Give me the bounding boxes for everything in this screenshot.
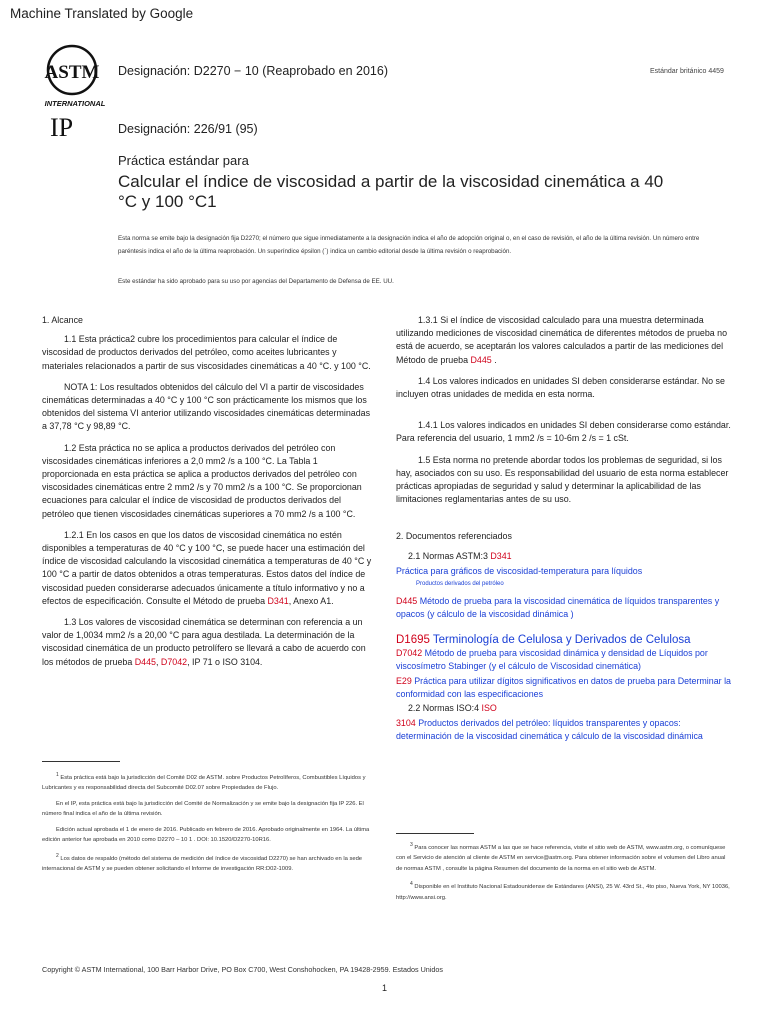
footnote-3 <box>396 840 732 874</box>
section-1-heading: 1. Alcance <box>42 315 83 325</box>
ref-d445-title: Método de prueba para la viscosidad cinemática de líquidos transparentes y opacos (y cálculo de la viscosidad dinámica ) <box>396 596 720 620</box>
iso-standards-text: 2.2 Normas ISO:4 <box>408 702 480 713</box>
practice-label: Práctica estándar para <box>118 153 249 168</box>
ref-e29-code[interactable]: E29 <box>396 676 412 687</box>
british-standard-label: Estándar británico 4459 <box>650 68 724 75</box>
designation-astm: Designación: D2270 − 10 (Reaprobado en 2016) <box>118 64 388 78</box>
paragraph-1-2-1 <box>42 529 372 608</box>
ref-iso3104-title: Productos derivados del petróleo: líquidos transparentes y opacos: determinación de la viscosidad cinemática y cálculo de la viscosidad dinámica <box>396 717 703 742</box>
footnote-2-text: Los datos de respaldo (método del sistema de medición del índice de viscosidad D2270) se han archivado en la sede internacional de ASTM y se pueden obtener solicitando el Informe de investigación RR:D02-1009. <box>42 855 363 873</box>
astm-standards-label <box>396 550 734 563</box>
page-number: 1 <box>382 983 388 993</box>
paragraph-1-3-1 <box>396 314 734 367</box>
link-d445-b[interactable]: D445 <box>470 354 492 365</box>
right-column <box>396 314 734 743</box>
ref-d1695-code[interactable]: D1695 <box>396 633 430 646</box>
footnote-ip: En el IP, esta práctica está bajo la jurisdicción del Comité de Normalización y se emite bajo la designación fija IP 226. El número final indica el año de la última revisión. <box>42 800 364 818</box>
astm-standards-text: 2.1 Normas ASTM:3 <box>408 550 488 561</box>
paragraph-1-3-1-tail: . <box>491 354 497 365</box>
ref-e29-title: Práctica para utilizar dígitos significativos en datos de prueba para Determinar la conformidad con las especificaciones <box>396 676 731 700</box>
paragraph-1-4: 1.4 Los valores indicados en unidades SI deben considerarse estándar. No se incluyen otras unidades de medida en esta norma. <box>396 375 725 400</box>
ip-logo <box>48 112 88 142</box>
footnote-1-marker: 1 <box>56 772 59 778</box>
paragraph-1-3-sep: , <box>155 656 161 667</box>
machine-translated-banner: Machine Translated by Google <box>10 6 194 21</box>
ref-iso3104[interactable] <box>396 717 734 743</box>
paragraph-1-3 <box>42 616 372 669</box>
paragraph-1-4-1: 1.4.1 Los valores indicados en unidades SI deben considerarse como estándar. Para referencia del usuario, 1 mm2 /s = 10-6m 2 /s = 1 cSt. <box>396 420 731 444</box>
document-title: Calcular el índice de viscosidad a partir de la viscosidad cinemática a 40 °C y 100 °C1 <box>118 172 664 211</box>
footnote-2 <box>42 851 370 875</box>
footnote-4 <box>396 879 732 903</box>
left-footnotes <box>42 770 370 880</box>
footnote-3-marker: 3 <box>410 842 413 848</box>
ref-d445-code[interactable]: D445 <box>396 596 418 607</box>
astm-logo-text: ASTM <box>44 62 100 83</box>
ref-d341-title[interactable]: Práctica para gráficos de viscosidad-temperatura para líquidos <box>396 565 643 576</box>
footnote-3-text: Para conocer las normas ASTM a las que se hace referencia, visite el sitio web de ASTM, www.astm.org, o comuníquese con el Servicio de atención al cliente de ASTM en service@astm.org. Para obtener información sobre el volumen del Libro anual de normas ASTM , consulte la página Resumen del documento de la norma en el sitio web de ASTM. <box>396 844 726 872</box>
right-footnotes <box>396 840 732 908</box>
footnote-1 <box>42 770 370 794</box>
designation-note: Esta norma se emite bajo la designación fija D2270; el número que sigue inmediatamente a la designación indica el año de adopción original o, en el caso de revisión, el año de la última revisión. Un número entre paréntesis indica el año de la última reaprobación. Un superíndice épsilon (´) indica un cambio editorial desde la última revisión o reaprobación. <box>118 235 700 255</box>
astm-logo-caption: INTERNATIONAL <box>44 99 106 108</box>
note-1: NOTA 1: Los resultados obtenidos del cálculo del VI a partir de viscosidades cinemáticas determinadas a 40 °C y 100 °C son prácticamente los mismos que los obtenidos del sistema VI anterior utilizando viscosidades cinemáticas determinadas a 37,78 °C y 98,89 °C. <box>42 381 371 432</box>
paragraph-1-1: 1.1 Esta práctica2 cubre los procedimientos para calcular el índice de viscosidad de productos derivados del petróleo, como aceites lubricantes y materiales relacionados a partir de sus viscosidades cinemáticas a 40 °C. y 100 °C. <box>42 334 371 371</box>
paragraph-1-2: 1.2 Esta práctica no se aplica a productos derivados del petróleo con viscosidades cinemáticas inferiores a 2,0 mm2 /s a 100 °C. La Tabla 1 proporcionada en esta práctica se aplica a productos derivados del petróleo con viscosidades cinemáticas entre 2 mm2 /s y 70 mm2 /s a 100 °C. Se proporcionan ecuaciones para calcular el índice de viscosidad de productos derivados del petróleo que tienen viscosidades cinemáticas superiores a 70 mm2 /s a 100 °C. <box>42 442 362 519</box>
paragraph-1-2-1-text: 1.2.1 En los casos en que los datos de viscosidad cinemática no estén disponibles a temperaturas de 40 °C y 100 °C, se puede hacer una estimación del índice de viscosidad calculando la viscosidad cinemática a temperaturas de 40 °C y 100 °C a partir de datos obtenidos a otras temperaturas. Estos datos del índice de viscosidad pueden considerarse adecuados únicamente a título informativo y no a efectos de especificación. Consulte el Método de prueba <box>42 529 372 606</box>
ref-d7042[interactable] <box>396 647 734 673</box>
ref-d1695[interactable] <box>396 634 734 647</box>
iso-standards-label <box>396 702 734 715</box>
footnote-4-text: Disponible en el Instituto Nacional Estadounidense de Estándares (ANSI), 25 W. 43rd St., 4to piso, Nueva York, NY 10036, http://www.ansi.org. <box>396 884 730 901</box>
ip-logo-text: IP <box>50 113 74 142</box>
defense-approval-note: Este estándar ha sido aprobado para su uso por agencias del Departamento de Defensa de EE. UU. <box>118 278 394 285</box>
astm-logo <box>38 44 112 110</box>
link-d445[interactable]: D445 <box>134 656 156 667</box>
paragraph-1-3-1-text: 1.3.1 Si el índice de viscosidad calculado para una muestra determinada utilizando mediciones de viscosidad cinemática de diferentes métodos de prueba no está de acuerdo, se aceptarán los valores calculados a partir de las mediciones del Método de prueba <box>396 315 728 365</box>
footnote-divider-right <box>396 833 474 834</box>
footnote-edition: Edición actual aprobada el 1 de enero de 2016. Publicado en febrero de 2016. Aprobado originalmente en 1964. La última edición anterior fue aprobada en 2010 como D2270 – 10 1 . DOI: 10.1520/D2270-10R16. <box>42 826 370 844</box>
link-d7042[interactable]: D7042 <box>160 656 188 667</box>
ref-iso3104-code[interactable]: 3104 <box>396 717 416 728</box>
footnote-divider-left <box>42 761 120 762</box>
ref-d7042-title: Método de prueba para viscosidad dinámica y densidad de Líquidos por viscosímetro Stabinger (y el cálculo de Viscosidad cinemática) <box>396 647 708 672</box>
paragraph-1-2-1-tail: , Anexo A1. <box>288 595 334 606</box>
paragraph-1-5: 1.5 Esta norma no pretende abordar todos los problemas de seguridad, si los hay, asociados con su uso. Es responsabilidad del usuario de esta norma establecer prácticas apropiadas de seguridad y salud y determinar la aplicabilidad de las limitaciones reglamentarias antes de su uso. <box>396 454 729 505</box>
link-iso[interactable]: ISO <box>481 702 497 713</box>
copyright-footer: Copyright © ASTM International, 100 Barr Harbor Drive, PO Box C700, West Conshohocken, PA 19428-2959. Estados Unidos <box>42 965 443 974</box>
section-2-heading: 2. Documentos referenciados <box>396 531 512 542</box>
ref-d7042-code[interactable]: D7042 <box>396 647 423 658</box>
paragraph-1-3-tail: , IP 71 o ISO 3104. <box>187 656 263 667</box>
footnote-2-marker: 2 <box>56 852 59 859</box>
link-d341[interactable]: D341 <box>267 595 289 606</box>
ref-d341-subtitle: Productos derivados del petróleo <box>416 581 504 588</box>
ref-d445[interactable] <box>396 595 734 621</box>
left-column <box>42 314 372 669</box>
paragraph-1-3-text: 1.3 Los valores de viscosidad cinemática se determinan con referencia a un valor de 1,0034 mm2 /s a 20,00 °C para agua destilada. La determinación de la viscosidad cinemática de un producto petrolífero se llevará a cabo de acuerdo con los métodos de prueba <box>42 617 366 667</box>
ref-e29[interactable] <box>396 675 734 701</box>
footnote-1-text: Esta práctica está bajo la jurisdicción del Comité D02 de ASTM. sobre Productos Petrolíferos, Combustibles Líquidos y Lubricantes y es responsabilidad directa del Subcomité D02.07 sobre Propiedades de Flujo. <box>42 774 366 792</box>
ref-d1695-title: Terminología de Celulosa y Derivados de Celulosa <box>432 633 691 646</box>
link-d341-ref[interactable]: D341 <box>490 550 512 561</box>
designation-ip: Designación: 226/91 (95) <box>118 122 258 136</box>
footnote-4-marker: 4 <box>410 881 413 888</box>
